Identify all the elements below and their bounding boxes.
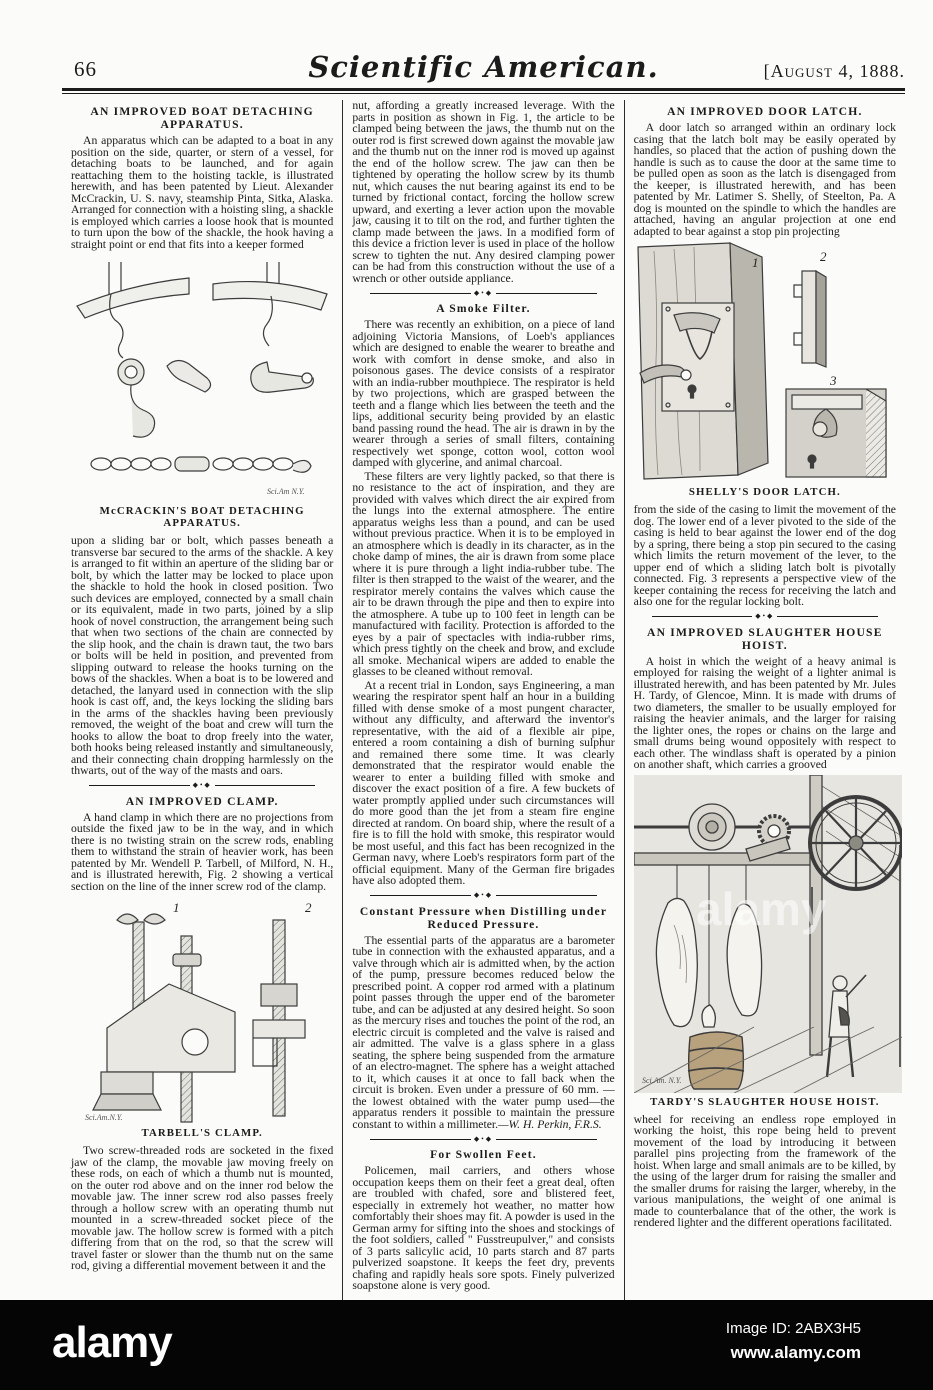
figure-label-3: 3 bbox=[829, 373, 837, 388]
figure-caption: TARBELL'S CLAMP. bbox=[141, 1127, 263, 1139]
article-paragraph: nut, affording a greatly increased leverage. With the parts in position as shown in Fig. 1, the article to be clamped being between the jaws, the thumb nut on the outer rod is first screwed down against the movable jaw and the thumb nut on the inner rod is moved up against the end of the hollow screw. The jaw can then be tightened by operating the hollow screw by its thumb nut, which causes the nut bearing against its end to be turned by frictional contact, forcing the hollow screw upward, and exerting a lever action upon the movable jaw, causing it to tilt on the rod, and further tighten the clamp made between the jaws. In a modified form of this device a friction lever is used in place of the hollow screw to tighten the nut. Any desired clamping power can be had from this construction without the use of a wrench or other outside appliance. bbox=[352, 100, 615, 285]
article-heading: For Swollen Feet. bbox=[430, 1148, 537, 1161]
divider-ornament-icon: ◆•◆ bbox=[755, 612, 775, 620]
article-paragraph: A hoist in which the weight of a heavy animal is employed for raising the weight of a lighter animal is illustrated herewith, and has been patented by Mr. Jules H. Tardy, of Glencoe, Minn. It is made with drums of two diameters, the smaller to be usually employed for raising the heavier animals, and the larger for raising the lighter ones, the ropes or chains on the large and small drums being wound oppositely with respect to each other. The windlass shaft is operated by a pinion on another shaft, which carries a grooved bbox=[633, 654, 896, 771]
tardy-slaughter-house-hoist-figure bbox=[634, 775, 902, 1093]
article-heading: AN IMPROVED SLAUGHTER HOUSE HOIST. bbox=[647, 625, 883, 652]
masthead-title: Scientific American. bbox=[308, 50, 659, 84]
divider-ornament-icon: ◆•◆ bbox=[192, 781, 212, 789]
page-header bbox=[62, 48, 905, 84]
figure-label-1: 1 bbox=[173, 900, 180, 915]
article-paragraph: There was recently an exhibition, on a piece of land adjoining Victoria Mansions, of Loeb's appliances which are designed to enable the wearer to breathe and work with comfort in dense smoke, and also in poisonous gases. The device consists of a respirator with an india-rubber mouthpiece. The respirator is held by two projections, which are grasped between the teeth and a flange which lies between the teeth and the lips, additional security being provided by an elastic band passing round the head. The air is drawn in by the wearer through a series of small filters, containing respectively wet sponge, cotton wool, cotton wool damped with glycerine, and animal charcoal. bbox=[352, 318, 615, 469]
article-paragraph: At a recent trial in London, says Engineering, a man wearing the respirator spent half an hour in a building filled with dense smoke of a most pungent character, without any difficulty, and afterward the inventor's representative, with the aid of a flexible air pipe, entered a room containing a dish of burning sulphur and remained there some time. It was clearly demonstrated that the respirator would enable the wearer to enter a building filled with smoke and discover the exact position of a fire. A few buckets of water promptly applied under such circumstances will do more good than the jet from a steam fire engine directed at random. On board ship, where the result of a fire is to fill the hold with smoke, this respirator would be most useful, and this fact has been recognized in the German navy, where Loeb's respirators form part of the official equipment. Many of the German fire brigades have also adopted them. bbox=[352, 678, 615, 887]
article-heading: AN IMPROVED CLAMP. bbox=[125, 794, 279, 808]
section-divider bbox=[89, 782, 315, 790]
article-heading: AN IMPROVED BOAT DETACHING APPARATUS. bbox=[90, 105, 314, 131]
column-1 bbox=[62, 100, 342, 1300]
article-paragraph: A hand clamp in which there are no projections from outside the fixed jaw to be in the way, and in which there is no twisting strain on the screw rods, enabling them to withstand the strain of heavier work, has been patented by Mr. Wendell P. Tarbell, of Milford, N. H., and is illustrated herewith, Fig. 2 showing a vertical section on the line of the inner screw rod of the clamp. bbox=[71, 810, 334, 893]
figure-signature: Sci.Am. N.Y. bbox=[641, 1075, 682, 1085]
article-heading: A Smoke Filter. bbox=[436, 302, 531, 315]
tarbell-clamp-figure bbox=[77, 896, 327, 1124]
paragraph-text: The essential parts of the apparatus are a barometer tube in connection with the exhausted apparatus, and a valve through which air is admitted when, by the action of the pump, pressure becomes reduced below the prescribed point. A copper rod armed with a platinum point passes through the upper end of the barometer tube, and can be adjusted at any desired height. So soon as the mercury rises and touches the point of the rod, an electric circuit is completed and the valve is raised and air admitted. The valve is a glass sphere in a glass seating, the sphere being suspended from the armature of an electro-magnet. The sphere has a weight attached to it, which causes it at once to fall back when the circuit is broken. Even under a pressure of 60 mm. —the lowest obtained with the water pump used—the apparatus renders it possible to maintain the pressure constant to within a millimeter. bbox=[352, 933, 615, 1131]
article-columns bbox=[62, 100, 905, 1300]
alamy-url: www.alamy.com bbox=[730, 1343, 861, 1362]
divider-ornament-icon: ◆•◆ bbox=[473, 288, 494, 297]
alamy-logo: alamy bbox=[52, 1318, 172, 1367]
author-signature: —W. H. Perkin, F.R.S. bbox=[498, 1117, 602, 1131]
article-paragraph: from the side of the casing to limit the movement of the dog. The lower end of a lever pivoted to the side of the casing is held to bear against the lower end of the dog by a spring, there being a stop pin secured to the casing which limits the return movement of the lever, to the upper end of which a sliding latch bolt is pivotally connected. Fig. 3 represents a perspective view of the keeper containing the recess for receiving the latch and also one for the regular locking bolt. bbox=[633, 503, 896, 608]
divider-ornament-icon: ◆•◆ bbox=[473, 1134, 494, 1143]
figure-signature: Sci.Am N.Y. bbox=[267, 487, 305, 496]
section-divider bbox=[370, 892, 596, 900]
shelly-door-latch-figure bbox=[634, 241, 896, 483]
figure-label-2: 2 bbox=[305, 900, 312, 915]
article-heading: Constant Pressure when Distilling under Reduced Pressure. bbox=[359, 904, 608, 931]
header-rule bbox=[62, 88, 905, 95]
figure-label-2: 2 bbox=[819, 249, 827, 264]
article-paragraph: A door latch so arranged within an ordinary lock casing that the latch bolt may be easily operated by handles, so placed that the action of pushing down the handle is such as to cause the door at the same time to be pulled open as soon as the latch is disengaged from the keeper, is illustrated herewith, and has been patented by Mr. Latimer S. Shelly, of Steelton, Pa. A dog is mounted on the spindle to which the handles are attached, having an angular projection at one end adapted to bear against a stop pin projecting bbox=[633, 121, 896, 238]
article-paragraph bbox=[352, 935, 614, 1131]
figure-caption: TARDY'S SLAUGHTER HOUSE HOIST. bbox=[650, 1095, 880, 1108]
article-paragraph: These filters are very lightly packed, so that there is no resistance to the act of inspiration, and they are provided with valves which direct the air expired from the lungs into the external atmosphere. The entire apparatus weighs less than a pound, and can be used without previous practice. When it is to be employed in an atmosphere which is deadly in its character, as in the choke damp of mines, the air is drawn from some place where it is pure through a light india-rubber tube. The filter is then strapped to the waist of the wearer, and the respirator merely contains the valves which cause the air to be drawn through the pipe and then to expire into the atmosphere. A tube up to 100 feet in length can be manufactured with facility. Protection is afforded to the eyes by a pair of spectacles with india-rubber rims, which press tightly on the cheek and brow, and exclude all smoke. Mechanical wipers are added to enable the glasses to be cleaned without removal. bbox=[352, 469, 615, 678]
section-divider bbox=[652, 613, 878, 621]
column-2 bbox=[342, 100, 623, 1300]
image-id: Image ID: 2ABX3H5 bbox=[725, 1320, 861, 1337]
divider-ornament-icon: ◆•◆ bbox=[473, 891, 494, 899]
figure-signature: Sci.Am.N.Y. bbox=[85, 1113, 123, 1122]
article-paragraph: Two screw-threaded rods are socketed in the fixed jaw of the clamp, the movable jaw moving freely on these rods, on each of which a thumb nut is mounted, on the outer rod above and on the inner rod below the movable jaw. The inner screw rod also passes freely through a hollow screw with an operating thumb nut mounted in a screw-threaded socket piece of the movable jaw. The hollow screw is formed with a pitch differing from that on the rod, so that the screw will travel faster or slower than the thumb nut on the same rod, giving a differential movement between it and the bbox=[71, 1144, 334, 1272]
figure-label-1: 1 bbox=[751, 255, 759, 270]
watermark-info bbox=[726, 1320, 861, 1363]
article-paragraph: Policemen, mail carriers, and others whose occupation keeps them on their feet a great deal, often are troubled with chafed, sore and blistered feet, especially in extremely hot weather, no matter how comfortably their shoes may fit. A powder is used in the German army for sifting into the shoes and stockings of the foot soldiers, called " Fusstreupulver," and consists of 3 parts salicylic acid, 10 parts starch and 87 parts pulverized soapstone. It keeps the feet dry, prevents chafing and rapidly heals sore spots. Finely pulverized soapstone alone is very good. bbox=[352, 1164, 615, 1292]
section-divider bbox=[370, 1135, 596, 1143]
section-divider bbox=[370, 289, 596, 297]
watermark-bar bbox=[0, 1300, 933, 1390]
page-number: 66 bbox=[74, 57, 97, 81]
article-paragraph: upon a sliding bar or bolt, which passes beneath a transverse bar secured to the arms of the shackle. A key is arranged to fit within an aperture of the sliding bar or bolt, by which the latter may be locked to place upon the shackle to hold the hook in closed position. Two such devices are employed, connected by a small chain or its equivalent, made in two parts, joined by a slip hook of novel construction, the arrangement being such that when two sections of the chain are connected by the slip hook, and the chain is drawn taut, the two bars or bolts will be held in position, and prevented from slipping outward to release the hooks turning on the bows of the shackles. When a boat is to be lowered and detached, the lanyard used in connection with the slip hook is cast off, and, the keys locking the sliding bars in the arms of the shackles having been previously removed, the weight of the boat and crew will turn the hooks to allow the boat to drop freely into the water, both hooks being released instantly and simultaneously, and their connecting chain dropping harmlessly on the thwarts, out of the way of the masts and oars. bbox=[71, 534, 334, 777]
article-paragraph: wheel for receiving an endless rope employed in working the hoist, this rope being held to prevent movement of the load by introducing it between parallel pins projecting from the framework of the hoist. When large and small animals are to be killed, by the using of the larger drum for raising the smaller and the smaller drums for raising the larger, whereby, in the various manipulations, the weight of one animal is made to counterbalance that of the other, the work is rendered lighter and the different operations facilitated. bbox=[633, 1112, 896, 1229]
figure-caption: SHELLY'S DOOR LATCH. bbox=[688, 486, 841, 498]
article-paragraph: An apparatus which can be adapted to a boat in any position on the side, quarter, or stern of a vessel, for detaching boats to be launched, and for again reattaching them to the hoisting tackle, is illustrated herewith, and has been patented by Lieut. Alexander McCrackin, U. S. navy, steamship Pinta, Sitka, Alaska. Arranged for connection with a hoisting sling, a shackle is employed which carries a loose hook that is mounted to turn upon the bow of the shackle, the hook having a straight point or end that fits into a keeper formed bbox=[71, 134, 334, 251]
boat-detaching-apparatus-figure bbox=[71, 254, 333, 502]
figure-caption: McCRACKIN'S BOAT DETACHING APPARATUS. bbox=[99, 505, 305, 529]
article-heading: AN IMPROVED DOOR LATCH. bbox=[667, 105, 863, 118]
alamy-watermark-text: alamy bbox=[695, 882, 827, 935]
column-3 bbox=[624, 100, 905, 1300]
issue-date: [August 4, 1888. bbox=[763, 61, 905, 81]
